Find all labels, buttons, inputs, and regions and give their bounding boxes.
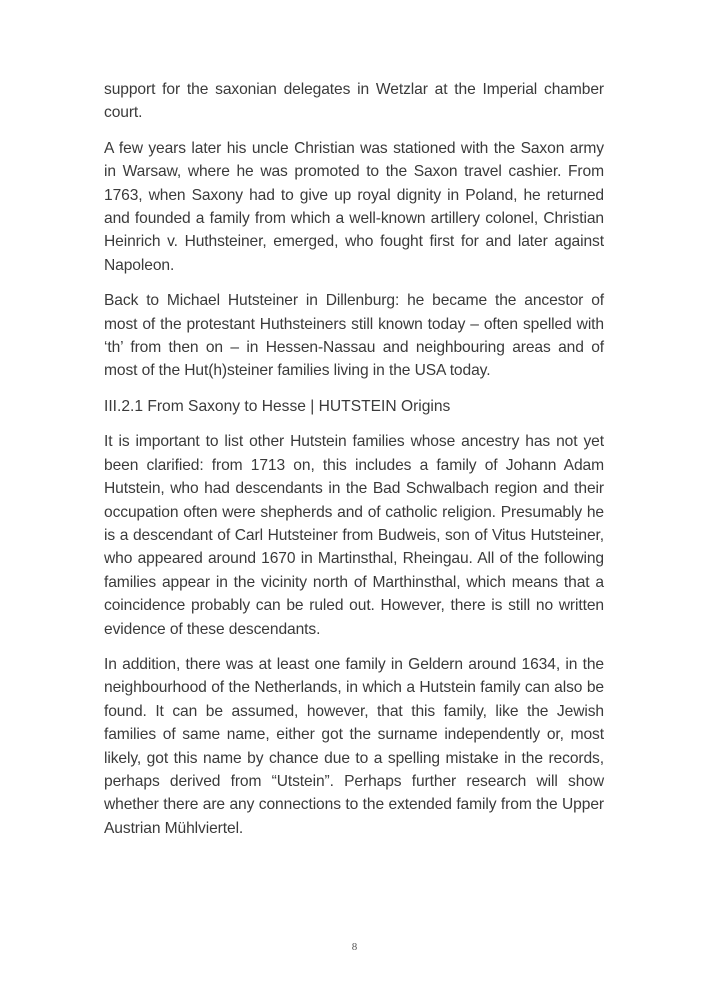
paragraph-3: Back to Michael Hutsteiner in Dillenburg: he became the ancestor of most of the protestant Huthsteiners still known today – often spelled with ‘th’ from then on – in Hessen-Nassau and neighbouring areas and of most of the Hut(h)steiner families living in the USA today. <box>104 292 604 380</box>
page-body <box>104 78 604 852</box>
paragraph-1: support for the saxonian delegates in Wetzlar at the Imperial chamber court. <box>104 81 604 122</box>
section-heading: III.2.1 From Saxony to Hesse | HUTSTEIN Origins <box>104 397 451 415</box>
paragraph-4: It is important to list other Hutstein families whose ancestry has not yet been clarified: from 1713 on, this includes a family of Johann Adam Hutstein, who had descendants in the Bad Schwalbach region and their occupation often were shepherds and of catholic religion. Presumably he is a descendant of Carl Hutsteiner from Budweis, son of Vitus Hutsteiner, who appeared around 1670 in Martinsthal, Rheingau. All of the following families appear in the vicinity north of Marthinsthal, which means that a coincidence probably can be ruled out. However, there is still no written evidence of these descendants. <box>104 433 604 638</box>
paragraph-2: A few years later his uncle Christian was stationed with the Saxon army in Warsaw, where he was promoted to the Saxon travel cashier. From 1763, when Saxony had to give up royal dignity in Poland, he returned and founded a family from which a well-known artillery colonel, Christian Heinrich v. Huthsteiner, emerged, who fought first for and later against Napoleon. <box>104 139 604 274</box>
paragraph-5: In addition, there was at least one family in Geldern around 1634, in the neighbourhood of the Netherlands, in which a Hutstein family can also be found. It can be assumed, however, that this family, like the Jewish families of same name, either got the surname independently or, most likely, got this name by chance due to a spelling mistake in the records, perhaps derived from “Utstein”. Perhaps further research will show whether there are any connections to the extended family from the Upper Austrian Mühlviertel. <box>104 655 604 837</box>
page-number: 8 <box>351 941 358 953</box>
